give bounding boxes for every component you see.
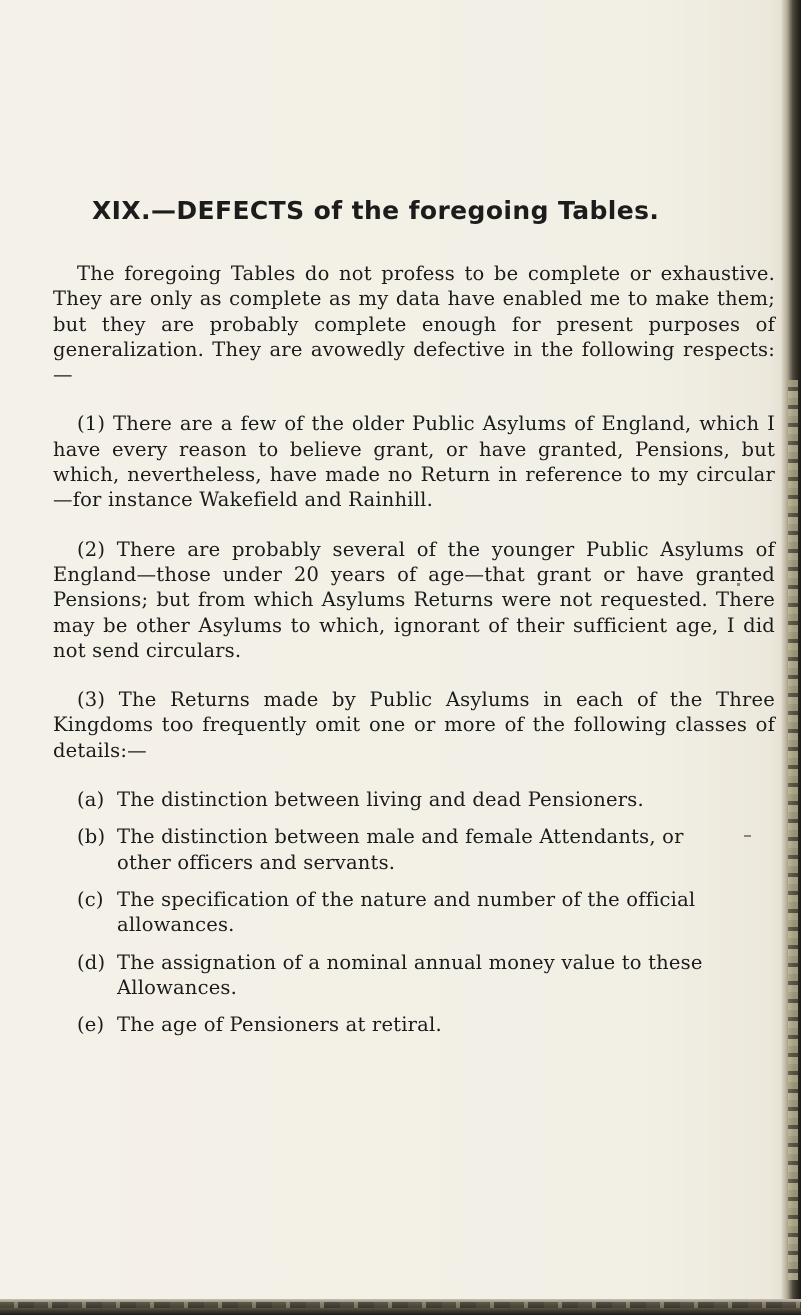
defect-one-paragraph: (1) There are a few of the older Public Asylums of England, which I have every reason to believe grant, or have granted, Pensions, but which, nevertheless, have made no Return in reference to my circular—for instance Wakefield and Rainhill. <box>53 412 775 512</box>
list-marker: (a) <box>77 788 105 812</box>
list-marker: (d) <box>77 950 106 974</box>
list-item-text: The specification of the nature and number of the official allowances. <box>117 887 696 937</box>
list-item <box>77 887 775 938</box>
defect-two-paragraph: (2) There are probably several of the younger Public Asylums of England—those under 20 years of age—that grant or have granted Pensions; but from which Asylums Returns were not requested. There may be other Asylums to which, ignorant of their sufficient age, I did not send circulars. <box>53 537 775 662</box>
intro-paragraph: The foregoing Tables do not profess to be complete or exhaustive. They are only as complete as my data have enabled me to make them; but they are probably complete enough for present purposes of generalization. They are avowedly defective in the following respects:— <box>53 262 775 387</box>
section-heading: XIX.—DEFECTS of the foregoing Tables. <box>92 196 660 225</box>
page-bottom-edge <box>0 1299 801 1315</box>
defect-three-paragraph: (3) The Returns made by Public Asylums in each of the Three Kingdoms too frequently omit one or more of the following classes of details:— <box>53 688 775 762</box>
list-item <box>77 824 775 875</box>
details-list <box>77 787 775 1037</box>
list-item <box>77 950 775 1001</box>
list-item <box>77 1012 775 1037</box>
list-item-text: The assignation of a nominal annual money value to these Allowances. <box>117 950 703 999</box>
list-item-text: The age of Pensioners at retiral. <box>117 1013 442 1037</box>
list-item <box>77 787 775 812</box>
list-item-text: The distinction between living and dead Pensioners. <box>117 788 644 812</box>
body-text <box>53 261 775 1049</box>
list-marker: (c) <box>77 887 104 911</box>
page-edge <box>781 0 801 1315</box>
list-marker: (e) <box>77 1013 105 1037</box>
list-item-text: The distinction between male and female Attendants, or other officers and servants. <box>117 825 684 874</box>
list-marker: (b) <box>77 825 106 849</box>
